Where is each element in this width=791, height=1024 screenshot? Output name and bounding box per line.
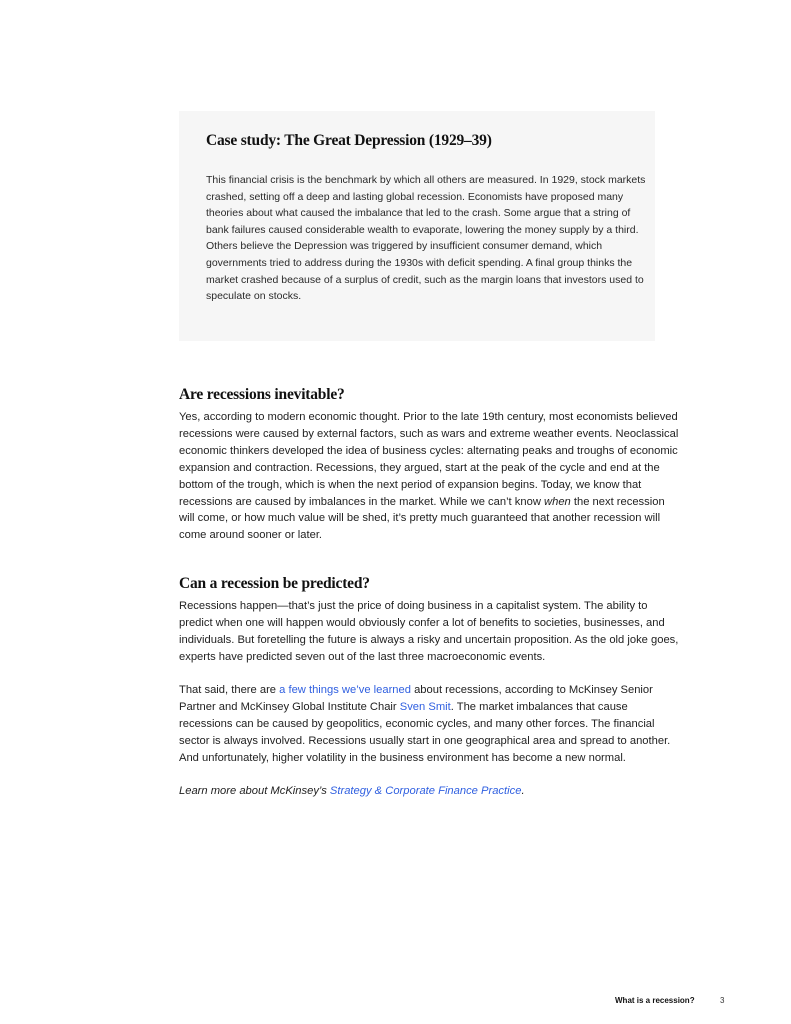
learn-more-prefix: Learn more about McKinsey’s [179, 785, 327, 797]
inevitable-text-1: Yes, according to modern economic thought. Prior to the late 19th century, most economists believed recessions were caused by external factors, such as wars and extreme weather events. Neoclassical economic thinkers developed the idea of business cycles: alternating peaks and troughs of economic expansion and contraction. Recessions, they argued, start at the peak of the cycle and end at the bottom of the trough, which is when the next period of expansion begins. Today, we know that recessions are caused by imbalances in the market. While we can’t know [179, 411, 679, 508]
inevitable-emphasis: when [544, 495, 571, 508]
predicted-heading: Can a recession be predicted? [179, 575, 370, 592]
case-study-body: This financial crisis is the benchmark by which all others are measured. In 1929, stock markets crashed, setting off a deep and lasting global recession. Economists have proposed many theories about what caused the imbalance that led to the crash. Some argue that a string of bank failures caused considerable wealth to evaporate, lowering the money supply by a third. Others believe the Depression was triggered by insufficient consumer demand, which governments tried to address during the 1930s with deficit spending. A final group thinks the market crashed because of a surplus of credit, such as the margin loans that investors used to speculate on stocks. [206, 174, 646, 303]
page-number: 3 [720, 996, 725, 1005]
case-study-title: Case study: The Great Depression (1929–39) [206, 132, 492, 149]
para2-end: . The market imbalances that cause recessions can be caused by geopolitics, economic cycles, and many other forces. The financial sector is always involved. Recessions usually start in one geographical area and spread to another. And unfortunately, higher volatility in the business environment has become a new normal. [179, 700, 671, 764]
sven-smit-link[interactable]: Sven Smit [399, 700, 451, 713]
case-study-box [179, 111, 655, 341]
few-things-learned-link[interactable]: a few things we’ve learned [279, 684, 411, 696]
learn-more-suffix: . [521, 785, 525, 797]
strategy-practice-link[interactable]: Strategy & Corporate Finance Practice [329, 785, 522, 797]
footer-title: What is a recession? [615, 996, 695, 1005]
predicted-paragraph-1: Recessions happen—that’s just the price of doing business in a capitalist system. The ability to predict when one will happen would obviously confer a lot of benefits to societies, businesses, and individuals. But foretelling the future is always a risky and uncertain proposition. As the old joke goes, experts have predicted seven out of the last three macroeconomic events. [179, 600, 679, 663]
inevitable-heading: Are recessions inevitable? [179, 386, 345, 403]
inevitable-paragraph [179, 409, 679, 544]
predicted-paragraph-2 [179, 682, 679, 767]
inevitable-text-2: the next recession will come, or how much value will be shed, it’s pretty much guaranteed that another recession will come around sooner or later. [179, 495, 665, 542]
para2-mid: about recessions, according to McKinsey Senior Partner and McKinsey Global Institute Chair [179, 684, 653, 713]
learn-more-line [179, 783, 679, 800]
para2-start: That said, there are [179, 684, 277, 696]
